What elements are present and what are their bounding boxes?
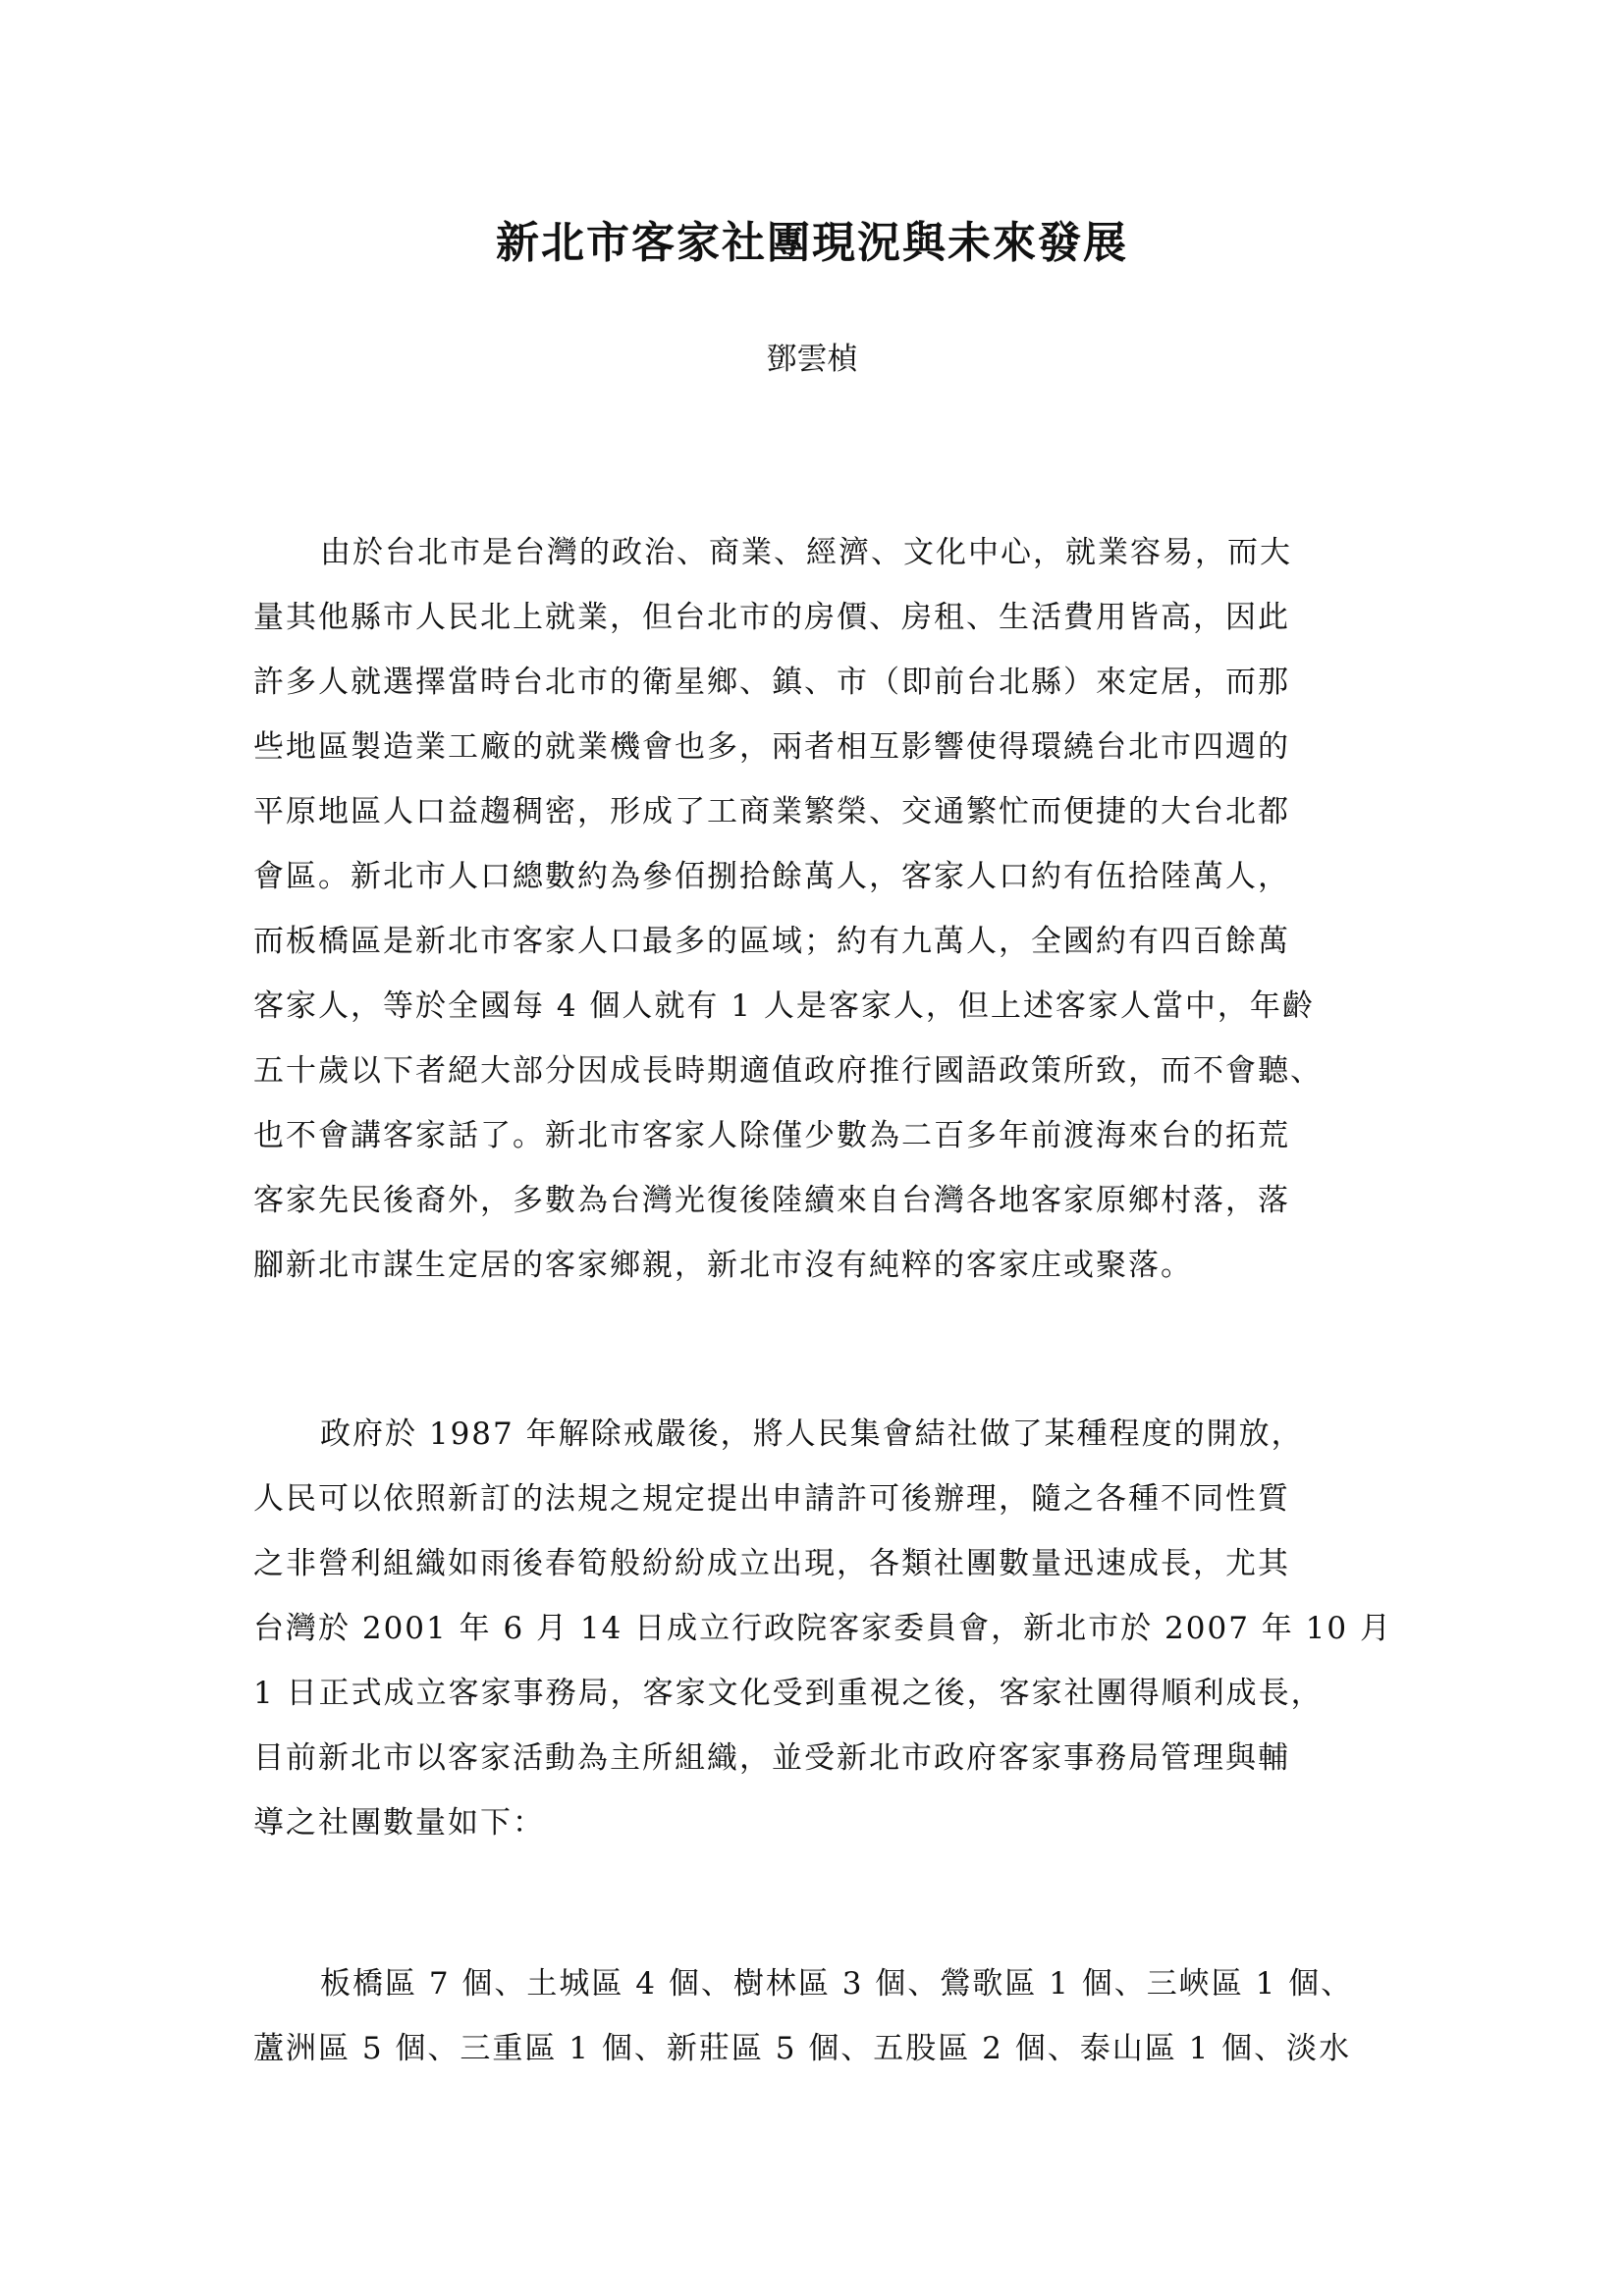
paragraph-line: 客家先民後裔外，多數為台灣光復後陸續來自台灣各地客家原鄉村落，落 (253, 1183, 1290, 1218)
paragraph-line: 五十歲以下者絕大部分因成長時期適值政府推行國語政策所致，而不會聽、 (253, 1053, 1323, 1089)
paragraph-line: 客家人，等於全國每 4 個人就有 1 人是客家人，但上述客家人當中，年齡 (253, 988, 1315, 1024)
paragraph-line: 由於台北市是台灣的政治、商業、經濟、文化中心，就業容易，而大 (320, 535, 1292, 570)
paragraph-line: 目前新北市以客家活動為主所組織，並受新北市政府客家事務局管理與輔 (253, 1740, 1290, 1776)
paragraph-3 (253, 1951, 1382, 2081)
paragraph-1 (253, 520, 1382, 1298)
paragraph-line: 政府於 1987 年解除戒嚴後，將人民集會結社做了某種程度的開放， (320, 1416, 1304, 1452)
paragraph-line: 之非營利組織如雨後春筍般紛紛成立出現，各類社團數量迅速成長，尤其 (253, 1546, 1290, 1581)
paragraph-line: 人民可以依照新訂的法規之規定提出申請許可後辦理，隨之各種不同性質 (253, 1481, 1290, 1517)
author-name: 鄧雲楨 (766, 342, 858, 377)
paragraph-line: 平原地區人口益趨稠密，形成了工商業繁榮、交通繁忙而便捷的大台北都 (253, 794, 1290, 829)
paragraph-line: 量其他縣市人民北上就業，但台北市的房價、房租、生活費用皆高，因此 (253, 600, 1290, 635)
paragraph-line: 導之社團數量如下： (253, 1805, 545, 1841)
paragraph-line: 許多人就選擇當時台北市的衛星鄉、鎮、市（即前台北縣）來定居，而那 (253, 665, 1290, 700)
paragraph-line: 些地區製造業工廠的就業機會也多，兩者相互影響使得環繞台北市四週的 (253, 729, 1290, 765)
paragraph-line: 會區。新北市人口總數約為參佰捌拾餘萬人，客家人口約有伍拾陸萬人， (253, 859, 1290, 894)
paragraph-2 (253, 1402, 1392, 1855)
paragraph-line: 蘆洲區 5 個、三重區 1 個、新莊區 5 個、五股區 2 個、泰山區 1 個、淡水 (253, 2031, 1352, 2066)
paragraph-line: 台灣於 2001 年 6 月 14 日成立行政院客家委員會，新北市於 2007 年 10 月 (253, 1611, 1392, 1646)
paragraph-line: 也不會講客家話了。新北市客家人除僅少數為二百多年前渡海來台的拓荒 (253, 1118, 1290, 1153)
paragraph-line: 而板橋區是新北市客家人口最多的區域；約有九萬人，全國約有四百餘萬 (253, 924, 1290, 959)
paragraph-line: 腳新北市謀生定居的客家鄉親，新北市沒有純粹的客家庄或聚落。 (253, 1248, 1193, 1283)
paragraph-line: 1 日正式成立客家事務局，客家文化受到重視之後，客家社團得順利成長， (253, 1676, 1324, 1711)
document-title: 新北市客家社團現況與未來發展 (496, 218, 1128, 268)
paragraph-line: 板橋區 7 個、土城區 4 個、樹林區 3 個、鶯歌區 1 個、三峽區 1 個、 (320, 1966, 1354, 2002)
